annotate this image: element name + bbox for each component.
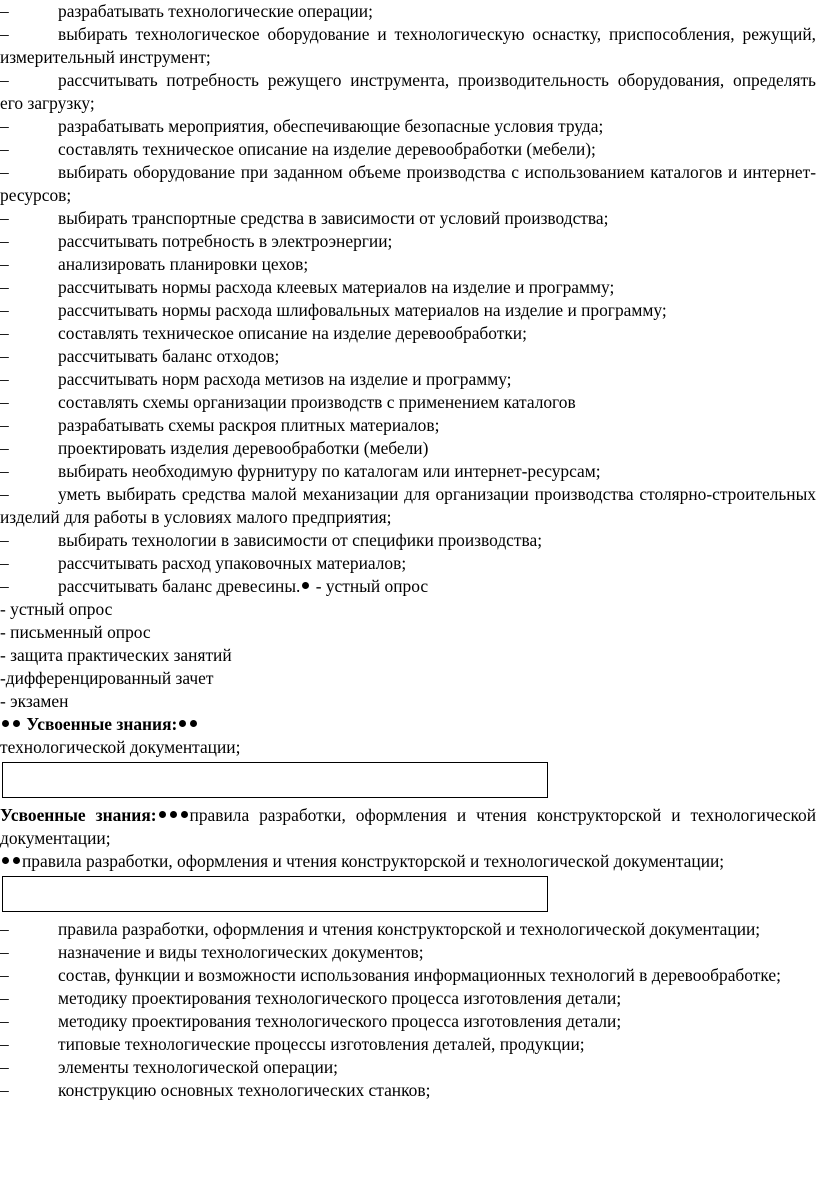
list-item: – проектировать изделия деревообработки (мебели) xyxy=(0,438,429,458)
dash: – xyxy=(0,988,9,1008)
list-item: – рассчитывать баланс древесины. - устный опрос xyxy=(0,576,429,596)
list-item: – методику проектирования технологического процесса изготовления детали; xyxy=(0,1011,622,1031)
tech-doc-line: технологической документации; xyxy=(0,737,241,757)
dash: – xyxy=(0,461,9,481)
dash: – xyxy=(0,300,9,320)
dash: – xyxy=(0,942,9,962)
form-item: - устный опрос xyxy=(0,599,113,619)
dash: – xyxy=(0,208,9,228)
dash: – xyxy=(0,438,9,458)
dash: – xyxy=(0,576,9,596)
bullet-icon xyxy=(170,811,177,818)
dash: – xyxy=(0,24,9,44)
list-item: – рассчитывать нормы расхода клеевых материалов на изделие и программу; xyxy=(0,277,615,297)
list-item: – выбирать оборудование при заданном объеме производства с использованием каталогов и интернет-ресурсов; xyxy=(0,162,816,205)
list-item: – методику проектирования технологического процесса изготовления детали; xyxy=(0,988,622,1008)
bullet-icon xyxy=(13,857,20,864)
form-item: -дифференцированный зачет xyxy=(0,668,214,688)
list-item: – выбирать технологии в зависимости от специфики производства; xyxy=(0,530,543,550)
empty-table-cell xyxy=(2,876,548,912)
list-item: – выбирать необходимую фурнитуру по каталогам или интернет-ресурсам; xyxy=(0,461,601,481)
empty-table-cell xyxy=(2,762,548,798)
knowledge-heading-line xyxy=(0,713,816,736)
list-item: – элементы технологической операции; xyxy=(0,1057,338,1077)
list-item: – рассчитывать норм расхода метизов на изделие и программу; xyxy=(0,369,512,389)
bullet-icon xyxy=(13,720,20,727)
dash: – xyxy=(0,919,9,939)
list-item: – разрабатывать технологические операции; xyxy=(0,1,373,21)
dash: – xyxy=(0,323,9,343)
list-item: – составлять схемы организации производств с применением каталогов xyxy=(0,392,576,412)
list-item: – рассчитывать расход упаковочных материалов; xyxy=(0,553,407,573)
knowledge-paragraph: Усвоенные знания: правила разработки, оформления и чтения конструкторской и технологической документации; xyxy=(0,805,816,848)
list-item: – разрабатывать схемы раскроя плитных материалов; xyxy=(0,415,440,435)
dash: – xyxy=(0,277,9,297)
bullet-icon xyxy=(190,720,197,727)
dash: – xyxy=(0,1,9,21)
list-item: – уметь выбирать средства малой механизации для организации производства столярно-строительных изделий для работы в условиях малого предприятия; xyxy=(0,484,816,527)
list-item: – типовые технологические процессы изготовления деталей, продукции; xyxy=(0,1034,585,1054)
dash: – xyxy=(0,965,9,985)
dash: – xyxy=(0,1057,9,1077)
list-item: – анализировать планировки цехов; xyxy=(0,254,309,274)
dash: – xyxy=(0,392,9,412)
list-item: – рассчитывать потребность в электроэнергии; xyxy=(0,231,393,251)
list-item: – назначение и виды технологических документов; xyxy=(0,942,424,962)
bullet-icon xyxy=(179,720,186,727)
list-item: – разрабатывать мероприятия, обеспечивающие безопасные условия труда; xyxy=(0,116,604,136)
list-item: – рассчитывать баланс отходов; xyxy=(0,346,280,366)
bullet-icon xyxy=(2,720,9,727)
dash: – xyxy=(0,139,9,159)
bullet-icon xyxy=(159,811,166,818)
assessment-forms xyxy=(0,598,816,713)
dash: – xyxy=(0,369,9,389)
dash: – xyxy=(0,116,9,136)
rules-paragraph: правила разработки, оформления и чтения конструкторской и технологической документации; xyxy=(0,850,816,873)
form-item: - экзамен xyxy=(0,691,69,711)
dash: – xyxy=(0,1011,9,1031)
list-item: – выбирать технологическое оборудование и технологическую оснастку, приспособления, режущий, измерительный инструмент; xyxy=(0,24,816,67)
dash: – xyxy=(0,415,9,435)
list-item: – составлять техническое описание на изделие деревообработки (мебели); xyxy=(0,139,596,159)
dash: – xyxy=(0,231,9,251)
knowledge-heading: Усвоенные знания: xyxy=(0,805,157,825)
dash: – xyxy=(0,254,9,274)
list-item: – рассчитывать нормы расхода шлифовальных материалов на изделие и программу; xyxy=(0,300,667,320)
dash: – xyxy=(0,1080,9,1100)
dash: – xyxy=(0,162,9,182)
knowledge-list xyxy=(0,918,816,1102)
list-item: – правила разработки, оформления и чтения конструкторской и технологической документации; xyxy=(0,919,761,939)
list-item: – конструкцию основных технологических станков; xyxy=(0,1080,431,1100)
list-item: – состав, функции и возможности использования информационных технологий в деревообработке; xyxy=(0,965,781,985)
list-item: – составлять техническое описание на изделие деревообработки; xyxy=(0,323,527,343)
bullet-icon xyxy=(2,857,9,864)
dash: – xyxy=(0,346,9,366)
dash: – xyxy=(0,530,9,550)
dash: – xyxy=(0,553,9,573)
form-item: - письменный опрос xyxy=(0,622,151,642)
dash: – xyxy=(0,484,9,504)
list-item: – рассчитывать потребность режущего инструмента, производительность оборудования, определять его загрузку; xyxy=(0,70,816,113)
bullet-icon xyxy=(302,582,309,589)
dash: – xyxy=(0,70,9,90)
bullet-icon xyxy=(181,811,188,818)
form-item: - защита практических занятий xyxy=(0,645,232,665)
list-item: – выбирать транспортные средства в зависимости от условий производства; xyxy=(0,208,609,228)
dash: – xyxy=(0,1034,9,1054)
knowledge-heading: Усвоенные знания: xyxy=(26,714,178,734)
